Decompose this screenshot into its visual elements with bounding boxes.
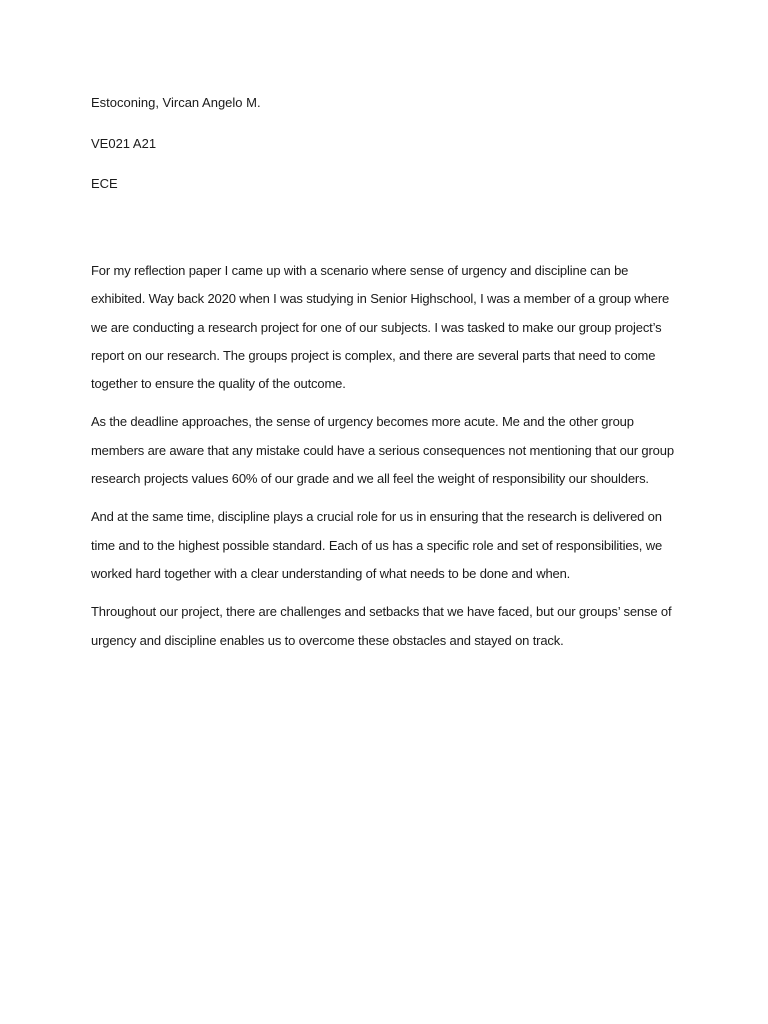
paragraph-discipline: And at the same time, discipline plays a crucial role for us in ensuring that the research is delivered on time and to the highest possible standard. Each of us has a specific role and set of responsibilities, we worked hard together with a clear understanding of what needs to be done and when. — [91, 509, 663, 581]
program-name: ECE — [91, 176, 118, 191]
paragraph-intro: For my reflection paper I came up with a scenario where sense of urgency and discipline can be exhibited. Way back 2020 when I was studying in Senior Highschool, I was a member of a group where we are conducting a research project for one of our subjects. I was tasked to make our group project’s report on our research. The groups project is complex, and there are several parts that need to come together to ensure the quality of the outcome. — [91, 263, 670, 392]
course-code: VE021 A21 — [91, 136, 157, 151]
paragraph-conclusion: Throughout our project, there are challenges and setbacks that we have faced, but our groups’ sense of urgency and discipline enables us to overcome these obstacles and stayed on track. — [91, 604, 672, 648]
paragraph-urgency: As the deadline approaches, the sense of urgency becomes more acute. Me and the other group members are aware that any mistake could have a serious consequences not mentioning that our group research projects values 60% of our grade and we all feel the weight of responsibility our shoulders. — [91, 414, 674, 487]
student-name: Estoconing, Vircan Angelo M. — [91, 95, 261, 110]
reflection-body — [91, 257, 681, 665]
